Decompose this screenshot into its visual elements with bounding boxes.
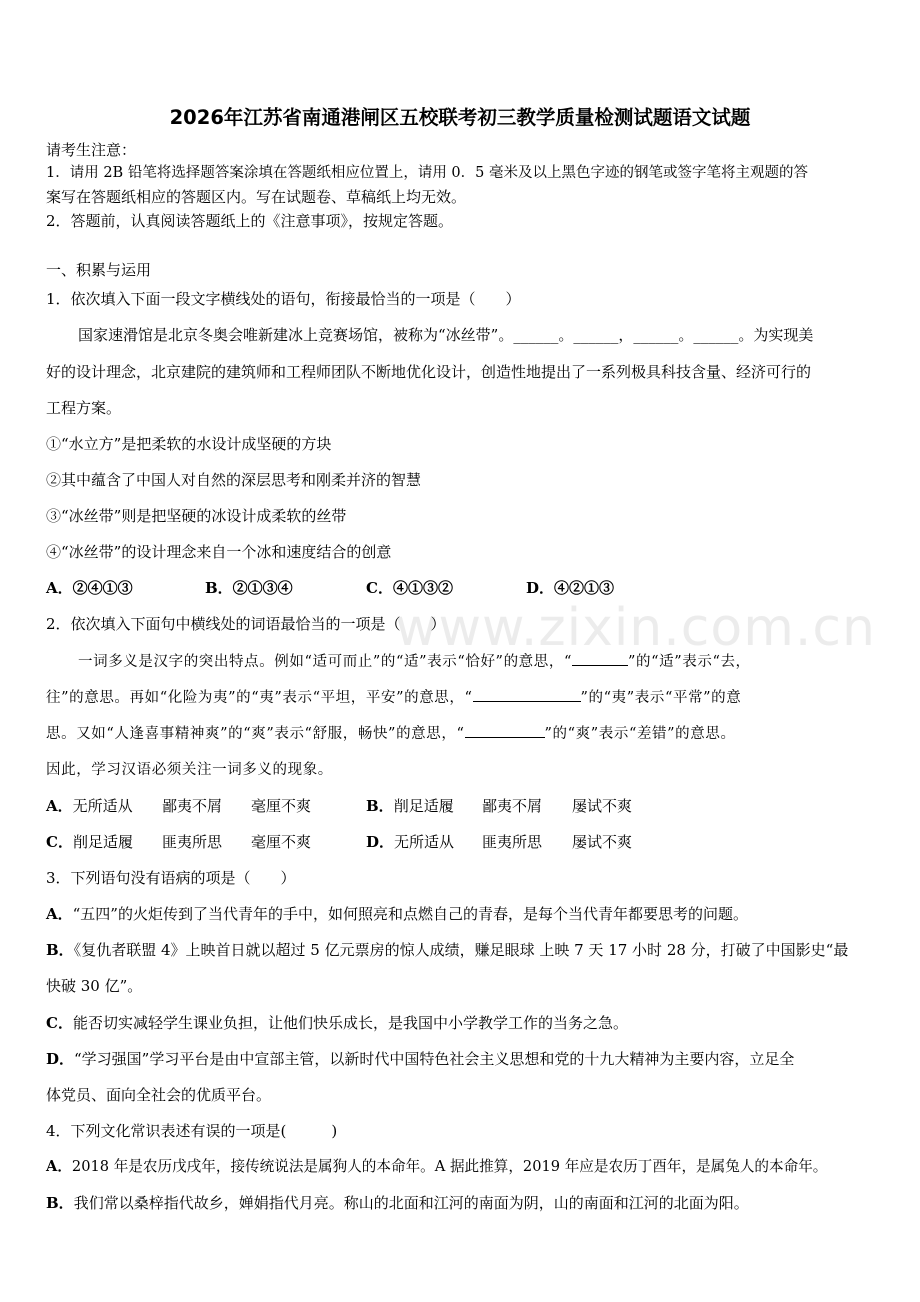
- q4-stem: 4．下列文化常识表述有误的一项是( ): [46, 1122, 338, 1140]
- notice-heading: 请考生注意：: [46, 141, 137, 159]
- q1-passage-line: 好的设计理念，北京建院的建筑师和工程师团队不断地优化设计，创造性地提出了一系列极具科技含量、经济可行的: [46, 363, 812, 381]
- notice-item-1: 1．请用 2B 铅笔将选择题答案涂填在答题纸相应位置上，请用 0．5 毫米及以上黑色字迹的钢笔或签字笔将主观题的答: [46, 165, 808, 181]
- q2-option-d: D．无所适从: [366, 833, 455, 851]
- page-title: 2026年江苏省南通港闸区五校联考初三教学质量检测试题语文试题: [169, 106, 751, 129]
- q3-option-a: A．“五四”的火炬传到了当代青年的手中，如何照亮和点燃自己的青春，是每个当代青年都要思考的问题。: [46, 905, 748, 923]
- q2-passage-line: 因此，学习汉语必须关注一词多义的现象。: [46, 762, 333, 778]
- q1-option-d: D．④②①③: [526, 579, 615, 597]
- q2-option-d-word: 屡试不爽: [572, 833, 633, 851]
- q1-option-a: A．②④①③: [46, 579, 133, 597]
- answer-blank: [473, 687, 581, 702]
- q3-option-c: C．能否切实减轻学生课业负担，让他们快乐成长，是我国中小学教学工作的当务之急。: [46, 1014, 628, 1032]
- notice-item-2: 2．答题前，认真阅读答题纸上的《注意事项》，按规定答题。: [46, 212, 454, 230]
- q1-sentence-4: ④“冰丝带”的设计理念来自一个冰和速度结合的创意: [46, 543, 392, 561]
- q2-option-c: C．削足适履: [46, 833, 133, 851]
- watermark: www.zixin.com.cn: [395, 598, 876, 658]
- q2-passage-line: 思。又如“人逢喜事精神爽”的“爽”表示“舒服，畅快”的意思，“ ”的“爽”表示“差错”的意思。: [46, 723, 736, 744]
- q2-option-b-word: 屡试不爽: [572, 797, 633, 815]
- q2-passage-line: 往”的意思。再如“化险为夷”的“夷”表示“平坦，平安”的意思，“ ”的“夷”表示“平常”的意: [46, 687, 741, 708]
- q1-sentence-3: ③“冰丝带”则是把坚硬的冰设计成柔软的丝带: [46, 507, 347, 525]
- q2-stem: 2．依次填入下面句中横线处的词语最恰当的一项是（ ）: [46, 615, 446, 633]
- q3-stem: 3．下列语句没有语病的项是（ ）: [46, 869, 296, 887]
- q1-stem: 1．依次填入下面一段文字横线处的语句，衔接最恰当的一项是（ ）: [46, 290, 521, 308]
- q3-option-b-cont: 快破 30 亿”。: [46, 977, 143, 995]
- q2-option-a-word: 鄙夷不屑: [162, 797, 223, 815]
- q3-option-d-cont: 体党员、面向全社会的优质平台。: [46, 1086, 272, 1104]
- q1-passage-line: 工程方案。: [46, 399, 122, 417]
- q1-passage-line: 国家速滑馆是北京冬奥会唯新建冰上竞赛场馆，被称为“冰丝带”。______。______，______。______。为实现美: [78, 326, 814, 344]
- q2-passage-line: 一词多义是汉字的突出特点。例如“适可而止”的“适”表示“恰好”的意思，“ ”的“适”表示“去，: [78, 651, 751, 672]
- q4-option-a: A．2018 年是农历戊戌年，接传统说法是属狗人的本命年。A 据此推算，2019 年应是农历丁酉年，是属兔人的本命年。: [46, 1158, 828, 1175]
- q2-option-c-word: 毫厘不爽: [251, 833, 312, 851]
- q1-option-c: C．④①③②: [366, 579, 453, 597]
- q3-option-b: B．《复仇者联盟 4》上映首日就以超过 5 亿元票房的惊人成绩，赚足眼球 上映 7 天 17 小时 28 分，打破了中国影史“最: [46, 941, 849, 959]
- q2-option-a-word: 毫厘不爽: [251, 797, 312, 815]
- section-heading: 一、积累与运用: [46, 261, 152, 279]
- q1-sentence-1: ①“水立方”是把柔软的水设计成坚硬的方块: [46, 435, 332, 453]
- q1-sentence-2: ②其中蕴含了中国人对自然的深层思考和刚柔并济的智慧: [46, 471, 422, 489]
- q2-option-b-word: 鄙夷不屑: [482, 797, 543, 815]
- q2-option-c-word: 匪夷所思: [162, 833, 223, 851]
- q4-option-b: B．我们常以桑梓指代故乡，婵娟指代月亮。称山的北面和江河的南面为阴，山的南面和江河的北面为阳。: [46, 1194, 749, 1212]
- q1-option-b: B．②①③④: [205, 579, 293, 597]
- q2-option-d-word: 匪夷所思: [482, 833, 543, 851]
- answer-blank: [572, 651, 628, 666]
- q2-option-a: A．无所适从: [46, 797, 133, 815]
- notice-item-1-cont: 案写在答题纸相应的答题区内。写在试题卷、草稿纸上均无效。: [46, 188, 467, 206]
- answer-blank: [465, 723, 545, 738]
- q3-option-d: D．“学习强国”学习平台是由中宣部主管，以新时代中国特色社会主义思想和党的十九大精神为主要内容，立足全: [46, 1050, 795, 1068]
- q2-option-b: B．削足适履: [366, 797, 454, 815]
